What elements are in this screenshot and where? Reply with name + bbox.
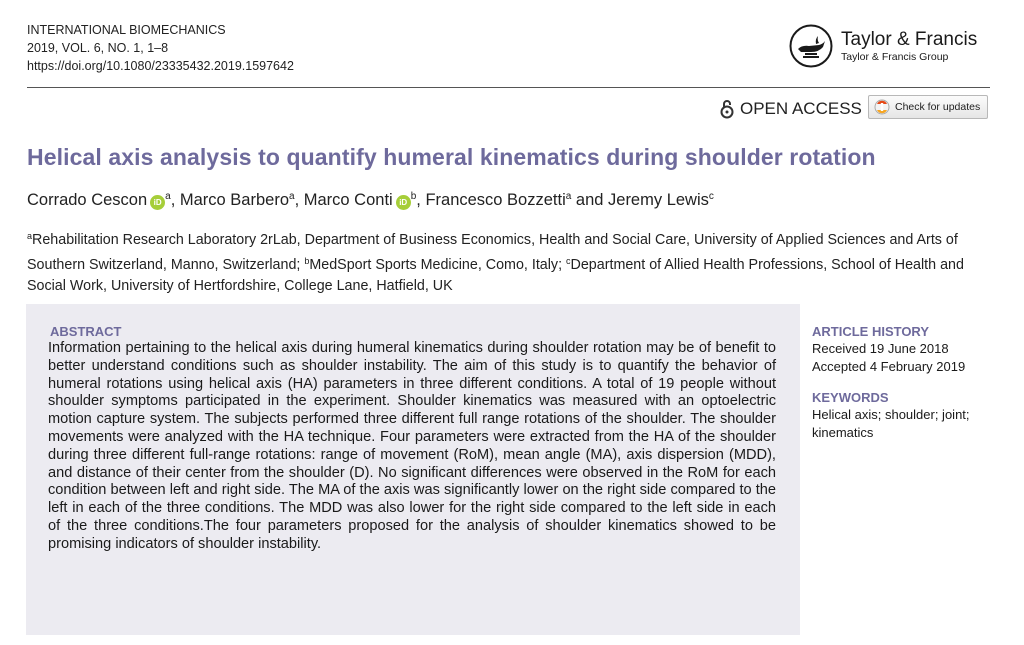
article-sidebar <box>812 324 992 442</box>
open-access-badge <box>720 99 862 119</box>
check-updates-button[interactable] <box>868 95 988 119</box>
affiliations <box>27 226 992 297</box>
accepted-date: Accepted 4 February 2019 <box>812 359 966 374</box>
keywords-heading: KEYWORDS <box>812 390 889 405</box>
affiliation-mark: c <box>566 256 571 266</box>
affiliation-text: Rehabilitation Research Laboratory 2rLab, Department of Business Economics, Health and Social Care, University of Applied Sciences and Arts of Southern Switzerland, Manno, Switzerland; <box>27 232 958 273</box>
author-name[interactable]: Corrado Cescon <box>27 191 148 209</box>
open-lock-icon <box>720 99 734 119</box>
author-affiliation-mark: b <box>410 191 417 202</box>
abstract-text: Information pertaining to the helical axis during humeral kinematics during shoulder rotation may be of benefit to better understand conditions such as shoulder instability. The aim of this study is to quantify the behavior of humeral rotations using helical axis (HA) parameters in three different conditions. A total of 19 people without shoulder symptoms participated in the experiment. Shoulder kinematics was measured with an optoelectric motion capture system. The subjects performed three different full range rotations of the shoulder. The shoulder movements were analyzed with the HA technique. Four parameters were extracted from the HA of the shoulder during three different full-range rotations: range of movement (RoM), mean angle (MA), axis dispersion (MDD), and distance of their center from the shoulder (D). No significant differences were observed in the RoM for each condition between left and right side. The MA of the axis was significantly lower on the right side compared to the left in each of the three conditions. The MDD was also lower for the right side compared to the left side in each of the three conditions.The four parameters proposed for the analysis of shoulder kinematics showed to be promising indicators of shoulder instability. <box>48 340 776 552</box>
author-list: Corrado Cescon $iD^a$, Marco Barbero$^a$, Marco Conti $iD^b$, Francesco Bozzetti$^a$ and Jeremy Lewis$^c$ <box>27 191 714 209</box>
author-affiliation-mark: c <box>708 191 714 202</box>
journal-name: INTERNATIONAL BIOMECHANICS <box>27 23 226 37</box>
journal-volume: 2019, VOL. 6, NO. 1, 1–8 <box>27 41 169 55</box>
author-affiliation-mark: a <box>165 191 171 202</box>
lamp-logo-icon <box>789 24 833 68</box>
abstract-panel <box>26 304 800 635</box>
keywords-list: Helical axis; shoulder; joint; kinematics <box>812 407 970 440</box>
open-access-label: OPEN ACCESS <box>740 99 862 118</box>
publisher-group: Taylor & Francis Group <box>841 50 949 63</box>
article-title: Helical axis analysis to quantify humeral kinematics during shoulder rotation <box>27 144 876 170</box>
author-affiliation-mark: a <box>289 191 295 202</box>
author-affiliation-mark: a <box>565 191 572 202</box>
abstract-heading: ABSTRACT <box>50 324 122 339</box>
author-name[interactable]: Francesco Bozzetti <box>425 191 566 209</box>
author-name[interactable]: Marco Barbero <box>179 191 290 209</box>
journal-info <box>27 21 294 75</box>
article-history-heading: ARTICLE HISTORY <box>812 324 930 339</box>
orcid-icon[interactable]: iD <box>150 195 165 210</box>
affiliation-text: MedSport Sports Medicine, Como, Italy; <box>309 257 567 273</box>
author-name[interactable]: Jeremy Lewis <box>608 191 709 209</box>
publisher-name: Taylor & Francis <box>841 28 978 50</box>
publisher-text <box>841 29 977 64</box>
journal-doi[interactable]: https://doi.org/10.1080/23335432.2019.1597642 <box>27 59 294 73</box>
check-updates-label: Check for updates <box>895 101 981 113</box>
affiliation-text: Department of Allied Health Professions, School of Health and Social Work, University of Hertfordshire, College Lane, Hatfield, UK <box>27 257 964 294</box>
author-name[interactable]: Marco Conti <box>303 191 393 209</box>
affiliation-mark: b <box>304 256 310 266</box>
publisher-brand[interactable] <box>789 24 977 68</box>
header-divider <box>27 87 990 88</box>
crossmark-icon <box>874 99 890 115</box>
received-date: Received 19 June 2018 <box>812 341 949 356</box>
orcid-icon[interactable]: iD <box>396 195 411 210</box>
affiliation-mark: a <box>27 231 33 241</box>
